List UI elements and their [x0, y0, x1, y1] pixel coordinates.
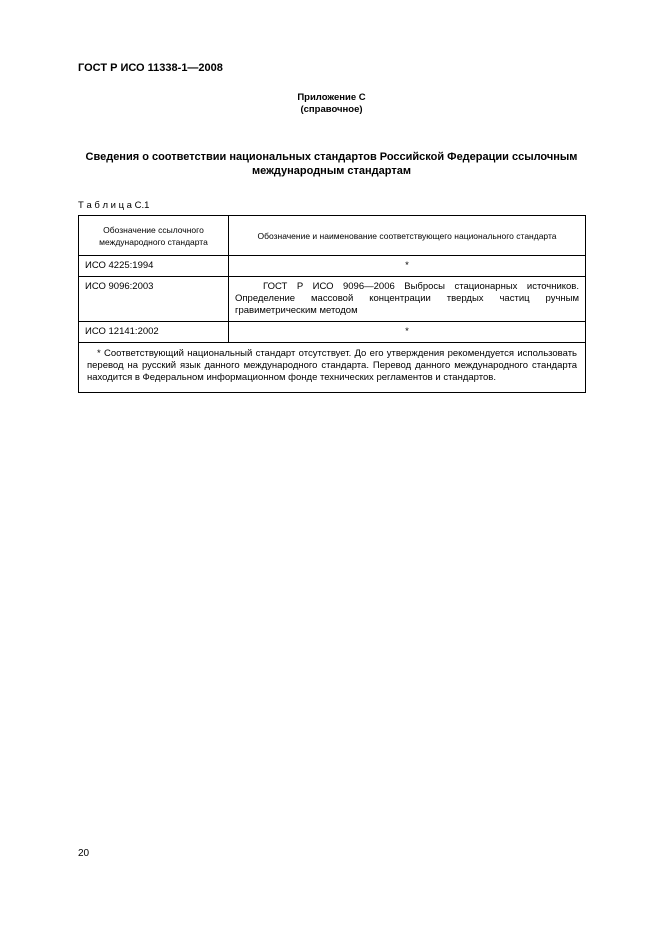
- appendix-heading: [78, 92, 585, 116]
- appendix-title: Приложение С: [297, 92, 366, 103]
- table-row: [79, 256, 586, 277]
- table-footnote: * Соответствующий национальный стандарт отсутствует. До его утверждения рекомендуется использовать перевод на русский язык данного международного стандарта. Перевод данного международного стандарта находится в Федеральном информационном фонде технических регламентов и стандартов.: [79, 343, 586, 393]
- page-number: 20: [78, 848, 90, 859]
- cell-standard-code: ИСО 9096:2003: [79, 277, 229, 322]
- standards-correspondence-table: [78, 215, 586, 393]
- column-header-national-standard: Обозначение и наименование соответствующего национального стандарта: [229, 216, 586, 256]
- document-header: ГОСТ Р ИСО 11338-1—2008: [78, 62, 223, 74]
- appendix-subtitle: (справочное): [300, 104, 363, 115]
- table-label: Т а б л и ц а С.1: [78, 200, 150, 211]
- cell-national-standard: ГОСТ Р ИСО 9096—2006 Выбросы стационарных источников. Определение массовой концентрации твердых частиц ручным гравиметрическим методом: [229, 277, 586, 322]
- table-row: [79, 277, 586, 322]
- cell-standard-code: ИСО 12141:2002: [79, 322, 229, 343]
- column-header-reference-standard: Обозначение ссылочного международного стандарта: [79, 216, 229, 256]
- table-footnote-row: [79, 343, 586, 393]
- table-row: [79, 322, 586, 343]
- cell-standard-code: ИСО 4225:1994: [79, 256, 229, 277]
- cell-national-standard: *: [229, 256, 586, 277]
- table-header-row: [79, 216, 586, 256]
- cell-national-standard: *: [229, 322, 586, 343]
- section-title: Сведения о соответствии национальных стандартов Российской Федерации ссылочным международным стандартам: [85, 151, 578, 177]
